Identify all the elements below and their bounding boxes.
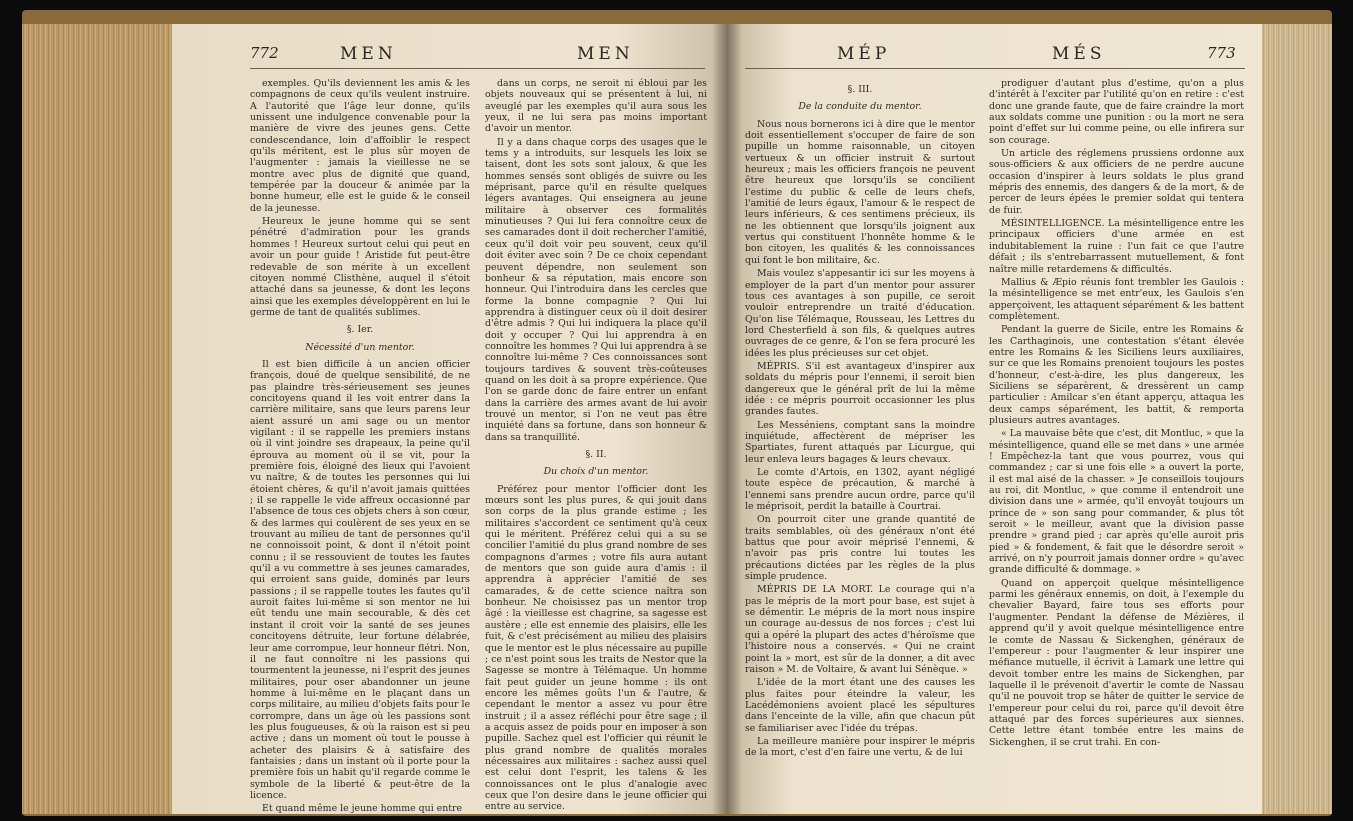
paragraph: Il est bien difficile à un ancien officier françois, doué de quelque sensibilité, de ne pas plaindre très-sérieusement ses jeunes concitoyens quand il les voit entrer dans la carrière militaire, sans que leurs parens leur aient assuré un ami sage ou un mentor vigilant : il se rappelle les premiers instans où il vint joindre ses drapeaux, la peine qu'il éprouva au moment où il se vit, pour la première fois, éloigné des lieux qui l'avoient vu naître, & de toutes les personnes qui lui étoient chères, & qu'il n'avoit jamais quittées ; il se rappelle le vide affreux occasionné par l'absence de tous ces objets chers à son cœur, & des larmes qui coulèrent de ses yeux en se trouvant au milieu de tant de personnes qu'il ne connoissoit point, & dont il n'étoit point connu ; il se ressouvient de toutes les fautes qu'il a vu commettre à ses jeunes camarades, qui erroient sans guide, dominés par leurs passions ; il se rappelle toutes les fautes qu'il auroit faites lui-même si son mentor ne lui eût tendu une main secourable, & dès cet instant il croit voir la santé de ses jeunes concitoyens détruite, leur fortune délabrée, leur ame corrompue, leur honneur flétri. Non, il ne faut connoître ni les passions qui tourmentent la jeunesse, ni l'esprit des jeunes militaires, pour oser abandonner un jeune homme à lui-même en le plaçant dans un corps militaire, au milieu d'objets faits pour le corrompre, dans un âge où les passions sont les plus fougueuses, & où la raison est si peu active ; dans un moment où tout le pousse à acheter des plaisirs & à satisfaire des fantaisies ; dans un instant où il porte pour la première fois un habit qu'il regarde comme le symbole de la liberté & peut-être de la licence. (250, 358, 471, 801)
paragraph: Heureux le jeune homme qui se sent pénétré d'admiration pour les grands hommes ! Heureux surtout celui qui peut en avoir un pour guide ! Aristide fut peut-être redevable de son mérite à un excellent citoyen nommé Clisthène, auquel il s'étoit attaché dans sa jeunesse, & dont les leçons ainsi que les exemples développèrent en lui le germe de tant de qualités sublimes. (250, 216, 470, 318)
left-page (172, 24, 727, 814)
paragraph: Les Messéniens, comptant sans la moindre inquiétude, affectèrent de mépriser les Spartiates, furent attaqués par Licurgue, qui leur enleva leurs bagages & leurs chevaux. (745, 419, 975, 465)
paragraph: L'idée de la mort étant une des causes les plus faites pour éteindre la valeur, les Lacédémoniens avoient placé les sépultures dans l'enceinte de la ville, afin que chacun pût se familiariser avec l'idée du trépas. (745, 677, 975, 734)
paragraph: Préférez pour mentor l'officier dont les mœurs sont les plus pures, & qui jouit dans son corps de la plus grande estime ; les militaires s'accordent ce sentiment qu'à ceux qui le méritent. Préférez celui qui a su se concilier l'amitié du plus grand nombre de ses compagnons d'armes ; votre fils aura autant de mentors que son guide aura d'amis : il apprendra à apprécier l'amitié de ses camarades, & de cette science naîtra son bonheur. Ne choisissez pas un mentor trop âgé : la vieillesse est chagrine, sa sagesse est austère ; elle est ennemie des plaisirs, elle les fuit, & c'est précisément au milieu des plaisirs que le mentor est le plus nécessaire au pupille ; ce n'est point sous les traits de Nestor que la Sagesse se montre à Télémaque. Un homme fait peut guider un jeune homme : ils ont encore les mêmes goûts l'un & l'autre, & cependant le mentor a assez vu pour être instruit ; il a assez réfléchi pour être sage ; il a acquis assez de poids pour en imposer à son pupille. Sachez quel est l'officier qui réunit le plus grand nombre de qualités morales nécessaires aux militaires : sachez aussi quel est celui dont l'esprit, les talens & les connoissances ont le plus d'analogie avec ceux que l'on desire dans le jeune officier qui entre au service. (485, 483, 707, 813)
page-number-left: 772 (250, 44, 279, 62)
paragraph: Un article des réglemens prussiens ordonne aux sous-officiers & aux officiers de ne perdre aucune occasion d'inspirer à leurs soldats le plus grand mépris des ennemis, des dangers & de la mort, & de percer de leurs épées le premier soldat qui tentera de fuir. (989, 148, 1244, 216)
section-number: §. III. (847, 84, 873, 95)
header-rule-right (745, 68, 1245, 69)
section-title: Nécessité d'un mentor. (305, 341, 415, 353)
running-head-left-2: MEN (577, 44, 634, 64)
book-gutter (712, 24, 742, 814)
right-column-2 (989, 78, 1244, 750)
section-title: Du choix d'un mentor. (543, 466, 649, 478)
paragraph: prodiguer d'autant plus d'estime, qu'on a plus d'intérêt à l'exciter par l'utilité qu'on en retire : c'est donc une grande faute, que de faire craindre la mort aux soldats comme une punition : ou la mort ne sera point d'effet sur lui comme peine, ou elle infirera sur son courage. (989, 78, 1244, 146)
paragraph: La meilleure manière pour inspirer le mépris de la mort, c'est d'en faire une vertu, & de lui (745, 735, 975, 759)
paragraph: Et quand même le jeune homme qui entre (262, 803, 463, 814)
running-head-left-1: MEN (340, 44, 397, 64)
paragraph: MÉPRIS. S'il est avantageux d'inspirer aux soldats du mépris pour l'ennemi, il seroit bien dangereux que le général prît de lui la même idée : ce mépris pourroit occasionner les plus grandes fautes. (745, 360, 975, 418)
paragraph: Le comte d'Artois, en 1302, ayant négligé toute espèce de précaution, & marché à l'ennemi sans prendre aucun ordre, parce qu'il le méprisoit, perdit la bataille à Courtrai. (745, 467, 975, 513)
header-rule-left (250, 68, 705, 69)
running-head-right-1: MÉP (837, 44, 891, 64)
paragraph: On pourroit citer une grande quantité de traits semblables, où des généraux n'ont été battus que pour avoir méprisé l'ennemi, & n'avoir pas pris contre lui toutes les précautions dictées par les règles de la plus simple prudence. (745, 514, 975, 583)
right-page (727, 24, 1262, 814)
paragraph: exemples. Qu'ils deviennent les amis & les compagnons de ceux qu'ils veulent instruire. A l'autorité que l'âge leur donne, qu'ils unissent une indulgence convenable pour la manière de vivre des jeunes gens. Cette condescendance, loin d'affoiblir le respect qu'ils méritent, est le plus sûr moyen de l'augmenter : jamais la vieillesse ne se montre avec plus de dignité que quand, tempérée par la douceur & animée par la bonne humeur, elle est le guide & le conseil de la jeunesse. (250, 78, 470, 214)
paragraph: Mais voulez s'appesantir ici sur les moyens à employer de la part d'un mentor pour assurer tous ces avantages à son pupille, ce seroit vouloir entreprendre un traité d'éducation. Qu'on lise Télémaque, Rousseau, les Lettres du lord Chesterfield à son fils, & quelques autres ouvrages de ce genre, & l'on se fera procuré les idées les plus précieuses sur cet objet. (745, 268, 975, 359)
left-column-2 (485, 78, 707, 814)
right-column-1 (745, 78, 975, 761)
paragraph: Nous nous bornerons ici à dire que le mentor doit essentiellement s'occuper de faire de son pupille un homme raisonnable, un citoyen vertueux & un officier instruit & surtout heureux ; mais les officiers françois ne peuvent être heureux que lorsqu'ils se concilient l'estime du public & celle de leurs chefs, l'amitié de leurs égaux, l'amour & le respect de leurs inférieurs, & ces sentimens précieux, ils ne les obtiennent que lorsqu'ils joignent aux vertus qui constituent l'honnête homme & le bon citoyen, les qualités & les connoissances qui font le bon militaire, &c. (745, 118, 975, 266)
page-number-right: 773 (1207, 44, 1236, 62)
paragraph: dans un corps, ne seroit ni ébloui par les objets nouveaux qui se présentent à lui, ni aveuglé par les exemples qu'il aura sous les yeux, il ne lui sera pas moins important d'avoir un mentor. (485, 78, 707, 135)
left-column-1 (250, 78, 470, 814)
paragraph: « La mauvaise bête que c'est, dit Montluc, » que la mésintelligence, quand elle se met dans » une armée ! Empêchez-la tant que vous pourrez, vous qui commandez ; car si une fois elle » a ouvert la porte, il est mal aisé de la chasser. » Je conseillois toujours au roi, dit Montluc, » que comme il entendroit une division dans une » armée, qu'il envoyât toujours un prince de » son sang pour commander, & plus tôt seroit » le meilleur, avant que la division passe prendre » grand pied ; car après qu'elle auroit pris pied » & fondement, & fait que le désordre seroit » arrivé, on n'y pourroit jamais donner ordre » qu'avec grande difficulté & dommage. » (989, 428, 1244, 576)
paragraph: Il y a dans chaque corps des usages que le tems y a introduits, sur lesquels les loix se taisent, dont les sots sont jaloux, & que les hommes sensés sont obligés de suivre ou les méprisant, parce qu'il en résulte quelques légers avantages. Qui enseignera au jeune militaire à observer ces formalités minutieuses ? Qui lui fera connoître ceux de ses camarades dont il doit rechercher l'amitié, ceux qu'il doit voir peu souvent, ceux qu'il doit éviter avec soin ? De ce choix cependant peuvent dépendre, non seulement son bonheur & sa réputation, mais encore son honneur. Qui l'introduira dans les cercles que forme la bonne compagnie ? Qui lui apprendra à distinguer ceux où il doit desirer d'être admis ? Qui lui indiquera la place qu'il doit y occuper ? Qui lui apprendra à en connoître les hommes ? Qui lui apprendra à se connoître lui-même ? Ces connoissances sont toujours tardives & souvent très-coûteuses quand on les doit à sa propre expérience. Que l'on se garde donc de faire entrer un enfant dans la carrière des armes avant de lui avoir trouvé un mentor, si l'on ne veut pas être inquiété dans sa fortune, dans son honneur & dans sa tranquillité. (485, 136, 707, 443)
paragraph: MÉPRIS DE LA MORT. Le courage qui n'a pas le mépris de la mort pour base, est sujet à se démentir. Le mépris de la mort nous inspire un courage au-dessus de nos forces ; c'est lui qui a opéré la plupart des actes d'héroïsme que l'histoire nous a conservés. « Qui ne craint point la » mort, est sûr de la donner, a dit avec raison » M. de Voltaire, & avant lui Sénèque. » (745, 584, 975, 675)
section-title: De la conduite du mentor. (798, 101, 922, 113)
paragraph: Quand on apperçoit quelque mésintelligence parmi les généraux ennemis, on doit, à l'exemple du chevalier Bayard, faire tous ses efforts pour l'augmenter. Pendant la défense de Mézières, il apprend qu'il y avoit quelque mésintelligence entre le comte de Nassau & Sickenghen, généraux de l'empereur : pour l'augmenter & leur inspirer une méfiance mutuelle, il écrivit à Lamark une lettre qui devoit tomber entre les mains de Sickenghen, par laquelle il le prévenoit d'avertir le comte de Nassau qu'il ne pouvoit trop se hâter de quitter le service de l'empereur pour celui du roi, parce qu'il devoit être attaqué par des forces supérieures aux siennes. Cette lettre étant tombée entre les mains de Sickenghen, il se crut trahi. En con- (989, 577, 1244, 748)
running-head-right-2: MÉS (1052, 44, 1106, 64)
paragraph: Mallius & Æpio réunis font trembler les Gaulois : la mésintelligence se met entr'eux, les Gaulois s'en apperçoivent, les attaquent séparément & les battent complètement. (989, 276, 1244, 322)
section-number: §. Ier. (346, 324, 374, 336)
paragraph: Pendant la guerre de Sicile, entre les Romains & les Carthaginois, une contestation s'étant élevée entre les Romains & les Siciliens leurs auxiliaires, sur ce que les Romains prenoient toujours les postes d'honneur, c'est-à-dire, les plus dangereux, les Siciliens se séparèrent, & dressèrent un camp particulier : Amilcar s'en étant apperçu, attaqua les deux camps séparément, les battit, & remporta plusieurs autres avantages. (989, 324, 1244, 426)
open-book (22, 10, 1332, 816)
page-edges-left (22, 24, 172, 814)
page-edges-right (1262, 24, 1332, 814)
section-number: §. II. (585, 449, 607, 460)
paragraph: MÉSINTELLIGENCE. La mésintelligence entre les principaux officiers d'une armée en est indubitablement la ruine : l'un fait ce que l'autre défait ; ils s'entrebarrassent mutuellement, & font naître mille retardemens & difficultés. (989, 218, 1244, 275)
